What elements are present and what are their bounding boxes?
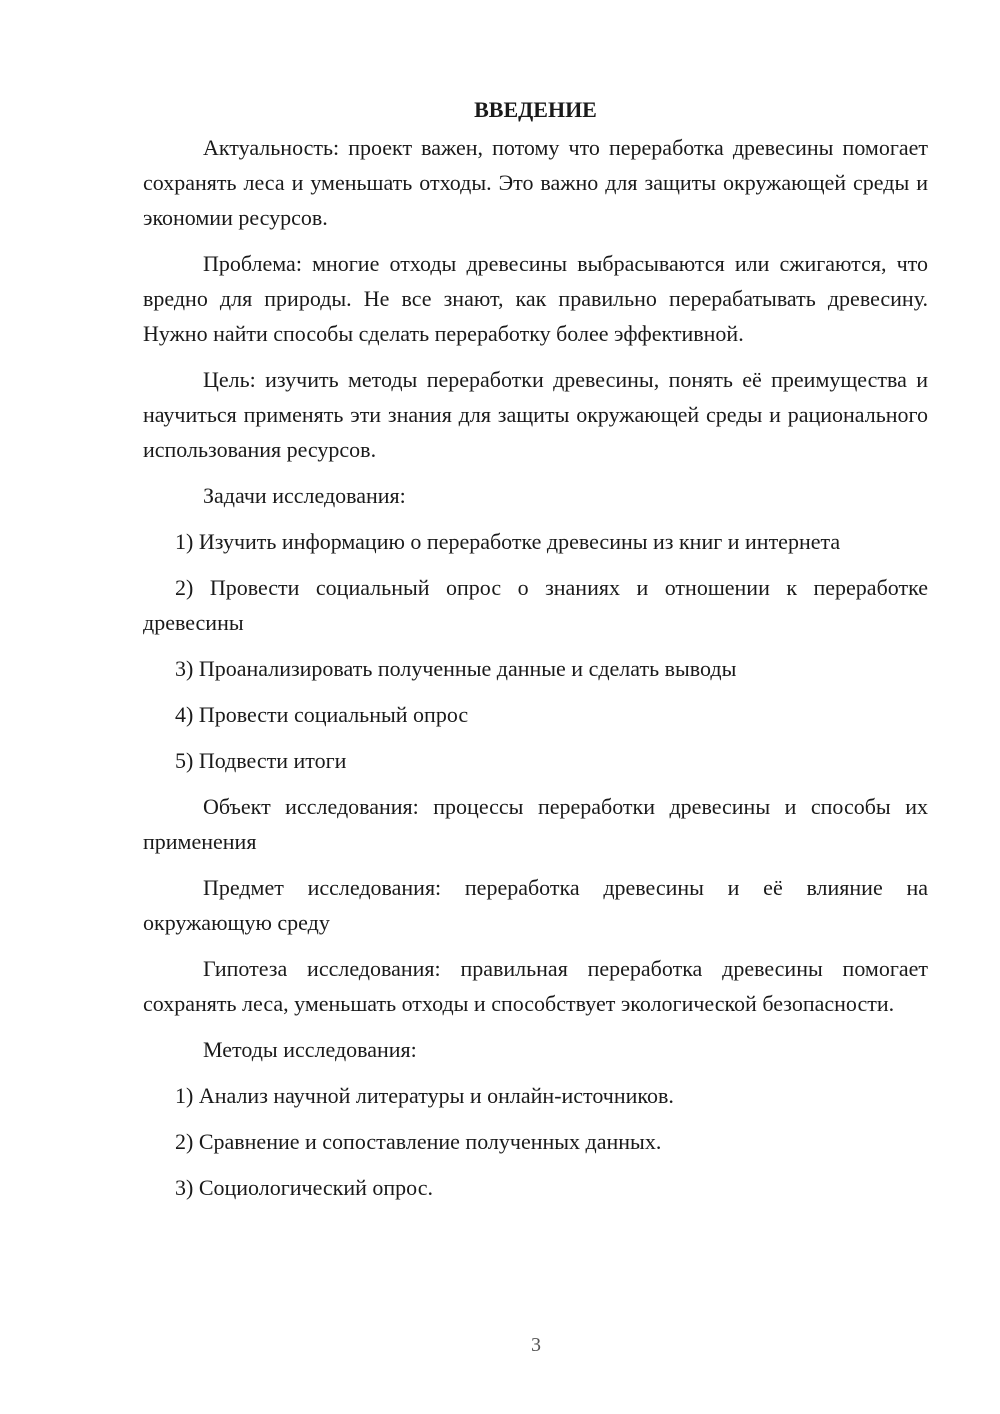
relevance-paragraph: Актуальность: проект важен, потому что переработка древесины помогает сохранять леса и уменьшать отходы. Это важно для защиты окружающей среды и экономии ресурсов. [143, 135, 928, 230]
object-paragraph: Объект исследования: процессы переработки древесины и способы их применения [143, 794, 928, 854]
tasks-title: Задачи исследования: [203, 483, 406, 508]
page-number: 3 [531, 1334, 541, 1356]
task-item-4: 4) Провести социальный опрос [175, 702, 469, 727]
task-item-1: 1) Изучить информацию о переработке древесины из книг и интернета [175, 529, 841, 554]
section-heading: ВВЕДЕНИЕ [474, 97, 597, 122]
problem-paragraph: Проблема: многие отходы древесины выбрасываются или сжигаются, что вредно для природы. Не все знают, как правильно перерабатывать древесину. Нужно найти способы сделать переработку более эффективной. [143, 251, 928, 346]
subject-paragraph: Предмет исследования: переработка древесины и её влияние на окружающую среду [143, 875, 928, 935]
methods-title: Методы исследования: [203, 1037, 417, 1062]
goal-paragraph: Цель: изучить методы переработки древесины, понять её преимущества и научиться применять эти знания для защиты окружающей среды и рационального использования ресурсов. [143, 367, 928, 462]
text-column [143, 92, 928, 1216]
hypothesis-paragraph: Гипотеза исследования: правильная переработка древесины помогает сохранять леса, уменьшать отходы и способствует экологической безопасности. [143, 956, 928, 1016]
task-item-2: 2) Провести социальный опрос о знаниях и отношении к переработке древесины [143, 575, 928, 635]
method-item-1: 1) Анализ научной литературы и онлайн-источников. [175, 1083, 674, 1108]
task-item-3: 3) Проанализировать полученные данные и сделать выводы [175, 656, 737, 681]
task-item-5: 5) Подвести итоги [175, 748, 347, 773]
method-item-2: 2) Сравнение и сопоставление полученных данных. [175, 1129, 662, 1154]
method-item-3: 3) Социологический опрос. [175, 1175, 433, 1200]
